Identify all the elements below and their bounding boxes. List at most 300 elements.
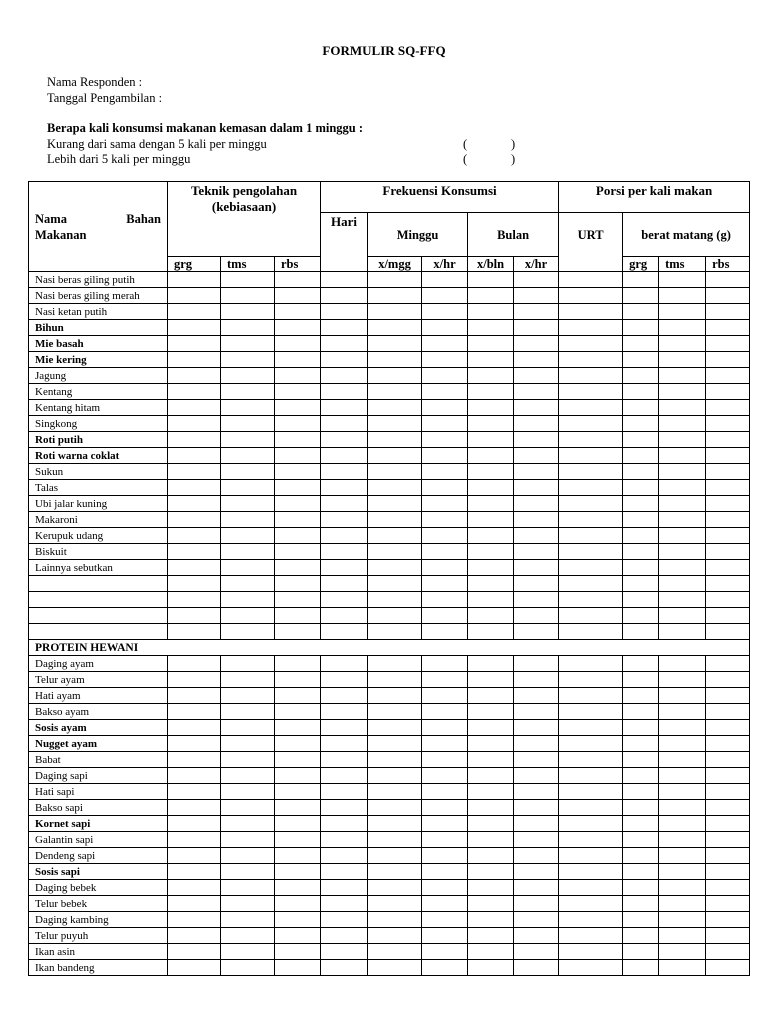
entry-cell[interactable] <box>321 736 368 752</box>
entry-cell[interactable] <box>559 720 623 736</box>
entry-cell[interactable] <box>659 336 706 352</box>
entry-cell[interactable] <box>559 944 623 960</box>
entry-cell[interactable] <box>168 400 221 416</box>
entry-cell[interactable] <box>168 528 221 544</box>
entry-cell[interactable] <box>706 320 750 336</box>
entry-cell[interactable] <box>422 720 468 736</box>
entry-cell[interactable] <box>706 896 750 912</box>
entry-cell[interactable] <box>514 864 559 880</box>
entry-cell[interactable] <box>623 496 659 512</box>
entry-cell[interactable] <box>659 864 706 880</box>
entry-cell[interactable] <box>275 320 321 336</box>
entry-cell[interactable] <box>623 688 659 704</box>
entry-cell[interactable] <box>514 544 559 560</box>
entry-cell[interactable] <box>168 720 221 736</box>
entry-cell[interactable] <box>422 848 468 864</box>
entry-cell[interactable] <box>168 608 221 624</box>
entry-cell[interactable] <box>706 704 750 720</box>
entry-cell[interactable] <box>514 688 559 704</box>
entry-cell[interactable] <box>559 704 623 720</box>
entry-cell[interactable] <box>422 864 468 880</box>
entry-cell[interactable] <box>659 400 706 416</box>
entry-cell[interactable] <box>514 752 559 768</box>
entry-cell[interactable] <box>659 768 706 784</box>
entry-cell[interactable] <box>422 784 468 800</box>
entry-cell[interactable] <box>168 928 221 944</box>
entry-cell[interactable] <box>468 416 514 432</box>
entry-cell[interactable] <box>623 336 659 352</box>
entry-cell[interactable] <box>706 304 750 320</box>
entry-cell[interactable] <box>422 416 468 432</box>
entry-cell[interactable] <box>422 496 468 512</box>
entry-cell[interactable] <box>368 400 422 416</box>
entry-cell[interactable] <box>468 720 514 736</box>
entry-cell[interactable] <box>275 496 321 512</box>
entry-cell[interactable] <box>275 848 321 864</box>
entry-cell[interactable] <box>321 752 368 768</box>
entry-cell[interactable] <box>275 384 321 400</box>
entry-cell[interactable] <box>623 416 659 432</box>
entry-cell[interactable] <box>706 352 750 368</box>
entry-cell[interactable] <box>623 352 659 368</box>
entry-cell[interactable] <box>168 592 221 608</box>
entry-cell[interactable] <box>468 320 514 336</box>
entry-cell[interactable] <box>168 704 221 720</box>
entry-cell[interactable] <box>368 416 422 432</box>
entry-cell[interactable] <box>468 512 514 528</box>
entry-cell[interactable] <box>659 896 706 912</box>
entry-cell[interactable] <box>321 688 368 704</box>
entry-cell[interactable] <box>623 848 659 864</box>
entry-cell[interactable] <box>559 512 623 528</box>
entry-cell[interactable] <box>514 560 559 576</box>
entry-cell[interactable] <box>168 544 221 560</box>
entry-cell[interactable] <box>559 608 623 624</box>
entry-cell[interactable] <box>468 352 514 368</box>
entry-cell[interactable] <box>275 288 321 304</box>
entry-cell[interactable] <box>706 288 750 304</box>
entry-cell[interactable] <box>468 944 514 960</box>
entry-cell[interactable] <box>514 704 559 720</box>
entry-cell[interactable] <box>422 656 468 672</box>
entry-cell[interactable] <box>659 464 706 480</box>
entry-cell[interactable] <box>559 800 623 816</box>
entry-cell[interactable] <box>514 336 559 352</box>
entry-cell[interactable] <box>468 880 514 896</box>
entry-cell[interactable] <box>422 528 468 544</box>
entry-cell[interactable] <box>623 608 659 624</box>
entry-cell[interactable] <box>368 272 422 288</box>
entry-cell[interactable] <box>706 752 750 768</box>
entry-cell[interactable] <box>168 816 221 832</box>
entry-cell[interactable] <box>559 912 623 928</box>
entry-cell[interactable] <box>368 320 422 336</box>
entry-cell[interactable] <box>659 448 706 464</box>
entry-cell[interactable] <box>514 416 559 432</box>
entry-cell[interactable] <box>468 464 514 480</box>
entry-cell[interactable] <box>368 672 422 688</box>
entry-cell[interactable] <box>368 768 422 784</box>
entry-cell[interactable] <box>514 576 559 592</box>
entry-cell[interactable] <box>468 768 514 784</box>
entry-cell[interactable] <box>559 464 623 480</box>
entry-cell[interactable] <box>168 336 221 352</box>
entry-cell[interactable] <box>706 368 750 384</box>
entry-cell[interactable] <box>321 352 368 368</box>
entry-cell[interactable] <box>514 352 559 368</box>
entry-cell[interactable] <box>706 944 750 960</box>
entry-cell[interactable] <box>468 912 514 928</box>
entry-cell[interactable] <box>559 592 623 608</box>
entry-cell[interactable] <box>275 720 321 736</box>
entry-cell[interactable] <box>168 416 221 432</box>
entry-cell[interactable] <box>559 752 623 768</box>
entry-cell[interactable] <box>514 848 559 864</box>
entry-cell[interactable] <box>706 880 750 896</box>
entry-cell[interactable] <box>468 496 514 512</box>
entry-cell[interactable] <box>368 448 422 464</box>
entry-cell[interactable] <box>368 304 422 320</box>
entry-cell[interactable] <box>321 704 368 720</box>
entry-cell[interactable] <box>706 432 750 448</box>
entry-cell[interactable] <box>514 464 559 480</box>
entry-cell[interactable] <box>559 880 623 896</box>
entry-cell[interactable] <box>168 960 221 976</box>
entry-cell[interactable] <box>706 592 750 608</box>
entry-cell[interactable] <box>468 928 514 944</box>
entry-cell[interactable] <box>623 944 659 960</box>
entry-cell[interactable] <box>168 576 221 592</box>
entry-cell[interactable] <box>659 352 706 368</box>
entry-cell[interactable] <box>422 800 468 816</box>
entry-cell[interactable] <box>368 848 422 864</box>
entry-cell[interactable] <box>422 832 468 848</box>
entry-cell[interactable] <box>321 912 368 928</box>
entry-cell[interactable] <box>559 272 623 288</box>
entry-cell[interactable] <box>468 480 514 496</box>
entry-cell[interactable] <box>559 928 623 944</box>
entry-cell[interactable] <box>659 624 706 640</box>
entry-cell[interactable] <box>221 448 275 464</box>
entry-cell[interactable] <box>321 416 368 432</box>
entry-cell[interactable] <box>514 384 559 400</box>
entry-cell[interactable] <box>422 736 468 752</box>
entry-cell[interactable] <box>221 736 275 752</box>
entry-cell[interactable] <box>559 368 623 384</box>
entry-cell[interactable] <box>659 592 706 608</box>
entry-cell[interactable] <box>514 288 559 304</box>
entry-cell[interactable] <box>221 384 275 400</box>
entry-cell[interactable] <box>275 544 321 560</box>
entry-cell[interactable] <box>221 912 275 928</box>
entry-cell[interactable] <box>368 624 422 640</box>
entry-cell[interactable] <box>623 672 659 688</box>
entry-cell[interactable] <box>514 672 559 688</box>
entry-cell[interactable] <box>623 832 659 848</box>
entry-cell[interactable] <box>368 336 422 352</box>
entry-cell[interactable] <box>275 592 321 608</box>
entry-cell[interactable] <box>422 464 468 480</box>
entry-cell[interactable] <box>468 384 514 400</box>
entry-cell[interactable] <box>623 896 659 912</box>
entry-cell[interactable] <box>468 816 514 832</box>
entry-cell[interactable] <box>422 576 468 592</box>
entry-cell[interactable] <box>468 544 514 560</box>
entry-cell[interactable] <box>168 272 221 288</box>
entry-cell[interactable] <box>368 960 422 976</box>
entry-cell[interactable] <box>275 512 321 528</box>
entry-cell[interactable] <box>275 912 321 928</box>
entry-cell[interactable] <box>221 944 275 960</box>
entry-cell[interactable] <box>623 320 659 336</box>
entry-cell[interactable] <box>368 592 422 608</box>
entry-cell[interactable] <box>221 320 275 336</box>
entry-cell[interactable] <box>422 896 468 912</box>
entry-cell[interactable] <box>514 896 559 912</box>
entry-cell[interactable] <box>422 880 468 896</box>
entry-cell[interactable] <box>422 608 468 624</box>
entry-cell[interactable] <box>659 800 706 816</box>
entry-cell[interactable] <box>275 928 321 944</box>
entry-cell[interactable] <box>559 480 623 496</box>
entry-cell[interactable] <box>468 448 514 464</box>
entry-cell[interactable] <box>422 432 468 448</box>
entry-cell[interactable] <box>422 512 468 528</box>
entry-cell[interactable] <box>468 576 514 592</box>
entry-cell[interactable] <box>422 928 468 944</box>
entry-cell[interactable] <box>623 448 659 464</box>
entry-cell[interactable] <box>468 736 514 752</box>
entry-cell[interactable] <box>321 720 368 736</box>
entry-cell[interactable] <box>514 448 559 464</box>
entry-cell[interactable] <box>706 512 750 528</box>
entry-cell[interactable] <box>514 656 559 672</box>
entry-cell[interactable] <box>275 624 321 640</box>
entry-cell[interactable] <box>368 480 422 496</box>
entry-cell[interactable] <box>623 912 659 928</box>
entry-cell[interactable] <box>275 416 321 432</box>
entry-cell[interactable] <box>623 736 659 752</box>
entry-cell[interactable] <box>368 528 422 544</box>
entry-cell[interactable] <box>275 608 321 624</box>
entry-cell[interactable] <box>559 544 623 560</box>
entry-cell[interactable] <box>422 960 468 976</box>
entry-cell[interactable] <box>368 384 422 400</box>
entry-cell[interactable] <box>559 832 623 848</box>
entry-cell[interactable] <box>321 432 368 448</box>
entry-cell[interactable] <box>321 304 368 320</box>
entry-cell[interactable] <box>706 656 750 672</box>
entry-cell[interactable] <box>221 512 275 528</box>
entry-cell[interactable] <box>221 880 275 896</box>
entry-cell[interactable] <box>368 944 422 960</box>
entry-cell[interactable] <box>659 528 706 544</box>
entry-cell[interactable] <box>659 704 706 720</box>
entry-cell[interactable] <box>168 384 221 400</box>
entry-cell[interactable] <box>559 288 623 304</box>
entry-cell[interactable] <box>368 560 422 576</box>
entry-cell[interactable] <box>422 672 468 688</box>
entry-cell[interactable] <box>422 912 468 928</box>
entry-cell[interactable] <box>514 432 559 448</box>
entry-cell[interactable] <box>168 800 221 816</box>
entry-cell[interactable] <box>623 880 659 896</box>
entry-cell[interactable] <box>275 400 321 416</box>
entry-cell[interactable] <box>275 960 321 976</box>
entry-cell[interactable] <box>422 368 468 384</box>
entry-cell[interactable] <box>422 704 468 720</box>
entry-cell[interactable] <box>514 736 559 752</box>
entry-cell[interactable] <box>659 480 706 496</box>
entry-cell[interactable] <box>559 864 623 880</box>
entry-cell[interactable] <box>168 832 221 848</box>
entry-cell[interactable] <box>623 624 659 640</box>
entry-cell[interactable] <box>468 672 514 688</box>
entry-cell[interactable] <box>706 960 750 976</box>
entry-cell[interactable] <box>514 512 559 528</box>
entry-cell[interactable] <box>275 896 321 912</box>
entry-cell[interactable] <box>321 272 368 288</box>
entry-cell[interactable] <box>321 672 368 688</box>
entry-cell[interactable] <box>559 672 623 688</box>
entry-cell[interactable] <box>659 736 706 752</box>
entry-cell[interactable] <box>221 784 275 800</box>
entry-cell[interactable] <box>368 688 422 704</box>
entry-cell[interactable] <box>368 752 422 768</box>
entry-cell[interactable] <box>559 848 623 864</box>
entry-cell[interactable] <box>514 720 559 736</box>
entry-cell[interactable] <box>275 352 321 368</box>
entry-cell[interactable] <box>221 592 275 608</box>
entry-cell[interactable] <box>559 768 623 784</box>
entry-cell[interactable] <box>368 368 422 384</box>
entry-cell[interactable] <box>321 816 368 832</box>
entry-cell[interactable] <box>706 688 750 704</box>
entry-cell[interactable] <box>659 432 706 448</box>
entry-cell[interactable] <box>468 608 514 624</box>
entry-cell[interactable] <box>422 320 468 336</box>
entry-cell[interactable] <box>514 944 559 960</box>
entry-cell[interactable] <box>275 864 321 880</box>
option-checkbox-open[interactable]: ( <box>463 152 468 166</box>
entry-cell[interactable] <box>221 720 275 736</box>
entry-cell[interactable] <box>221 672 275 688</box>
entry-cell[interactable] <box>514 816 559 832</box>
entry-cell[interactable] <box>706 816 750 832</box>
entry-cell[interactable] <box>468 688 514 704</box>
option-checkbox-close[interactable]: ) <box>511 152 516 166</box>
entry-cell[interactable] <box>321 800 368 816</box>
entry-cell[interactable] <box>623 432 659 448</box>
entry-cell[interactable] <box>468 368 514 384</box>
entry-cell[interactable] <box>559 384 623 400</box>
entry-cell[interactable] <box>422 752 468 768</box>
entry-cell[interactable] <box>468 800 514 816</box>
entry-cell[interactable] <box>275 816 321 832</box>
entry-cell[interactable] <box>514 768 559 784</box>
entry-cell[interactable] <box>706 608 750 624</box>
entry-cell[interactable] <box>514 784 559 800</box>
entry-cell[interactable] <box>623 560 659 576</box>
entry-cell[interactable] <box>275 752 321 768</box>
entry-cell[interactable] <box>659 672 706 688</box>
entry-cell[interactable] <box>275 944 321 960</box>
entry-cell[interactable] <box>168 736 221 752</box>
entry-cell[interactable] <box>623 656 659 672</box>
entry-cell[interactable] <box>275 784 321 800</box>
entry-cell[interactable] <box>321 368 368 384</box>
entry-cell[interactable] <box>659 656 706 672</box>
entry-cell[interactable] <box>623 704 659 720</box>
entry-cell[interactable] <box>559 352 623 368</box>
entry-cell[interactable] <box>321 608 368 624</box>
entry-cell[interactable] <box>706 544 750 560</box>
entry-cell[interactable] <box>659 816 706 832</box>
entry-cell[interactable] <box>221 272 275 288</box>
entry-cell[interactable] <box>275 432 321 448</box>
entry-cell[interactable] <box>559 656 623 672</box>
entry-cell[interactable] <box>623 368 659 384</box>
entry-cell[interactable] <box>559 304 623 320</box>
entry-cell[interactable] <box>514 320 559 336</box>
entry-cell[interactable] <box>559 336 623 352</box>
entry-cell[interactable] <box>321 896 368 912</box>
entry-cell[interactable] <box>706 560 750 576</box>
entry-cell[interactable] <box>221 656 275 672</box>
entry-cell[interactable] <box>321 880 368 896</box>
entry-cell[interactable] <box>168 480 221 496</box>
entry-cell[interactable] <box>275 480 321 496</box>
entry-cell[interactable] <box>623 544 659 560</box>
entry-cell[interactable] <box>275 560 321 576</box>
entry-cell[interactable] <box>623 384 659 400</box>
entry-cell[interactable] <box>221 768 275 784</box>
entry-cell[interactable] <box>321 400 368 416</box>
entry-cell[interactable] <box>706 784 750 800</box>
entry-cell[interactable] <box>468 272 514 288</box>
entry-cell[interactable] <box>275 688 321 704</box>
entry-cell[interactable] <box>659 384 706 400</box>
entry-cell[interactable] <box>221 464 275 480</box>
entry-cell[interactable] <box>659 944 706 960</box>
entry-cell[interactable] <box>168 464 221 480</box>
entry-cell[interactable] <box>368 816 422 832</box>
entry-cell[interactable] <box>221 352 275 368</box>
entry-cell[interactable] <box>321 960 368 976</box>
entry-cell[interactable] <box>368 288 422 304</box>
entry-cell[interactable] <box>422 560 468 576</box>
entry-cell[interactable] <box>706 864 750 880</box>
entry-cell[interactable] <box>514 800 559 816</box>
entry-cell[interactable] <box>221 576 275 592</box>
entry-cell[interactable] <box>514 272 559 288</box>
entry-cell[interactable] <box>275 704 321 720</box>
entry-cell[interactable] <box>468 592 514 608</box>
entry-cell[interactable] <box>321 832 368 848</box>
entry-cell[interactable] <box>706 720 750 736</box>
entry-cell[interactable] <box>468 784 514 800</box>
entry-cell[interactable] <box>168 432 221 448</box>
entry-cell[interactable] <box>221 496 275 512</box>
entry-cell[interactable] <box>659 912 706 928</box>
entry-cell[interactable] <box>623 272 659 288</box>
entry-cell[interactable] <box>221 432 275 448</box>
entry-cell[interactable] <box>275 832 321 848</box>
entry-cell[interactable] <box>559 576 623 592</box>
entry-cell[interactable] <box>275 736 321 752</box>
entry-cell[interactable] <box>168 560 221 576</box>
entry-cell[interactable] <box>321 288 368 304</box>
